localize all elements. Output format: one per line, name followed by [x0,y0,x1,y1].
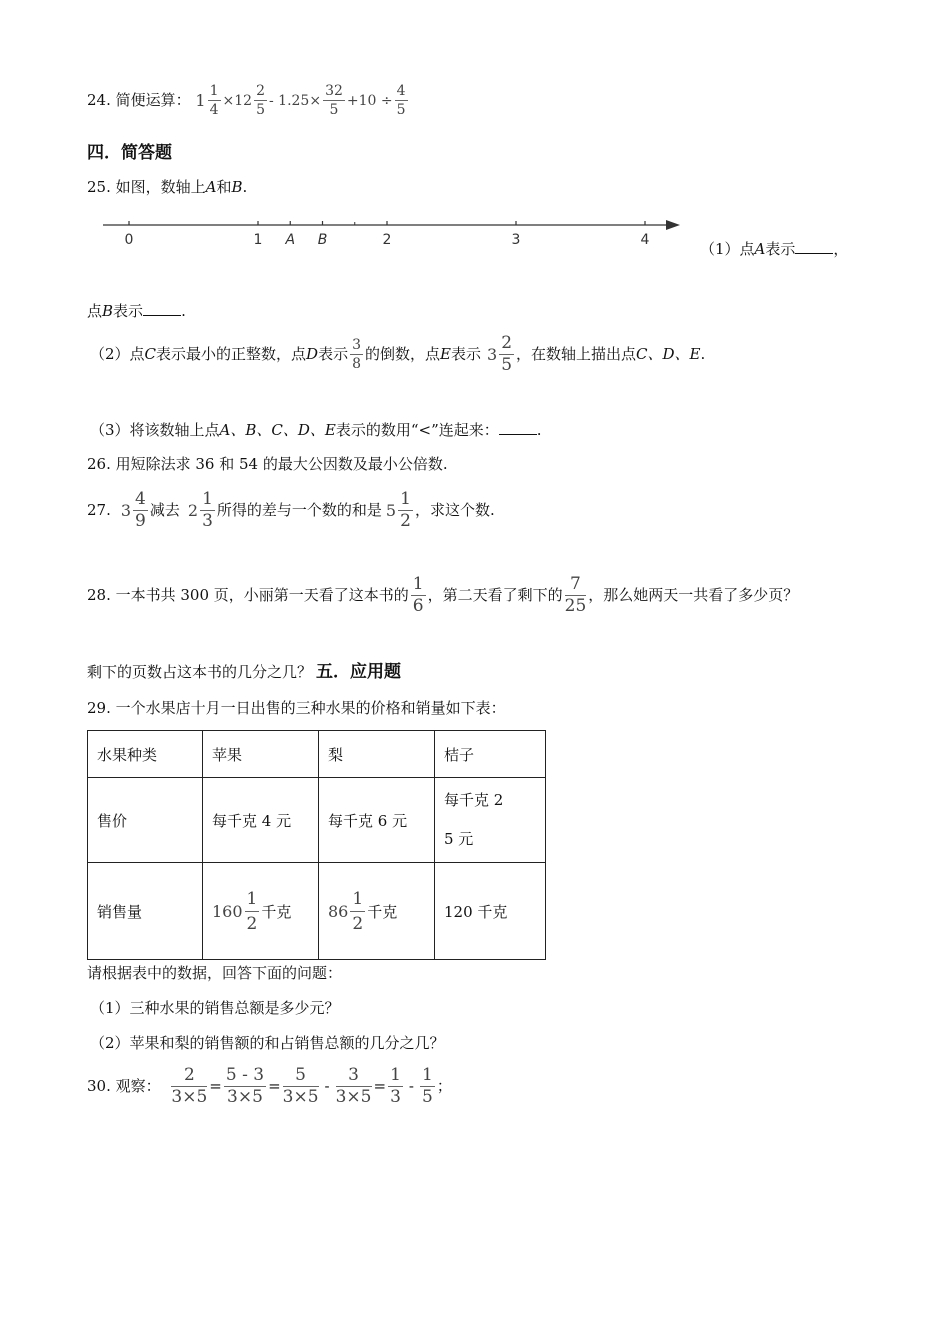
table-cell: 160 $\frac{1}{2}$ 千克 [203,863,319,960]
question-27: 27. 3 $\frac{4}{9}$ 减去 2 $\frac{1}{3}$ 所得的差与一个数的和是 5 $\frac{1}{2}$ ，求这个数. [87,489,495,531]
table-cell: 销售量 [88,863,203,960]
question-26: 26. 用短除法求 36 和 54 的最大公因数及最小公倍数. [87,455,448,473]
table-cell: 每千克 4 元 [203,778,319,863]
section-5-heading: 五．应用题 [316,662,402,682]
q25-part1: （1）点A表示 ， [700,240,849,258]
q25-part3: （3）将该数轴上点A、B、C、D、E表示的数用“<”连起来： . [90,421,542,439]
q25-part2: （2）点C表示最小的正整数，点D表示 $\frac{3}{8}$ 的倒数，点E表示 3 $\frac{2}{5}$ ，在数轴上描出点C、D、E. [90,333,706,375]
table-row [88,778,546,863]
question-28: 28. 一本书共 300 页，小丽第一天看了这本书的 $\frac{1}{6}$ ，第二天看了剩下的 $\frac{7}{25}$ ，那么她两天一共看了多少页？ [87,574,799,616]
q24-plus: +10 ÷ [346,92,393,109]
table-cell: 86 $\frac{1}{2}$ 千克 [319,863,435,960]
q24-frac-d: $\frac{4}{5}$ [396,83,406,118]
number-line-tick-label: 3 [511,232,521,248]
number-line [100,212,690,254]
table-row [88,863,546,960]
table-cell: 每千克 2 5 元 [435,778,546,863]
q24-times: ×12 [222,92,253,109]
table-header-cell: 桔子 [435,731,546,778]
question-28-cont: 剩下的页数占这本书的几分之几？ 五．应用题 [87,662,402,682]
table-cell: 每千克 6 元 [319,778,435,863]
question-30: 30. 观察： $\frac{2}{3\times 5}$ = $\frac{5 - 3}{3\times 5}$ = $\frac{5}{3\times 5}$ - $\frac{3}{3\times 5}$ = $\frac{1}{3}$ - $\frac{1}{5}$ ； [87,1065,452,1107]
q25-frac-3-8: $\frac{3}{8}$ [352,337,362,372]
q24-frac-b: $\frac{2}{5}$ [256,83,265,118]
fruit-table [87,730,546,960]
q24-minus: - 1.25× [268,92,322,109]
question-29-after: 请根据表中的数据，回答下面的问题： [87,964,343,982]
answer-blank-a [795,241,833,254]
q25-part1-cont: 点B表示 . [87,302,186,320]
question-25-intro: 25. 如图，数轴上A和B. [87,178,248,196]
table-cell: 售价 [88,778,203,863]
question-24 [87,84,410,117]
q24-label: 24. 简便运算： [87,91,191,109]
table-header-cell: 苹果 [203,731,319,778]
question-29-intro: 29. 一个水果店十月一日出售的三种水果的价格和销量如下表： [87,699,506,717]
table-header-cell: 梨 [319,731,435,778]
number-line-tick-label: 0 [124,232,134,248]
section-4-heading: 四．简答题 [87,143,172,163]
table-header-cell: 水果种类 [88,731,203,778]
number-line-arrow-icon [666,220,680,230]
question-29-part1: （1）三种水果的销售总额是多少元？ [90,999,340,1017]
q24-frac-c: $\frac{32}{5}$ [325,83,343,118]
number-line-point-label: A [285,232,296,248]
table-row [88,731,546,778]
q25-frac-2-5: $\frac{2}{5}$ [501,333,513,375]
table-cell: 120 千克 [435,863,546,960]
answer-blank-order [499,422,537,435]
q24-mixed-a: 1 [195,90,206,110]
number-line-point-label: B [317,232,328,248]
q24-frac-a: $\frac{1}{4}$ [209,83,219,118]
number-line-tick-label: 4 [640,232,650,248]
answer-blank-b [143,303,181,316]
number-line-tick-label: 1 [253,232,263,248]
number-line-tick-label: 2 [382,232,392,248]
question-29-part2: （2）苹果和梨的销售额的和占销售总额的几分之几？ [90,1034,445,1052]
